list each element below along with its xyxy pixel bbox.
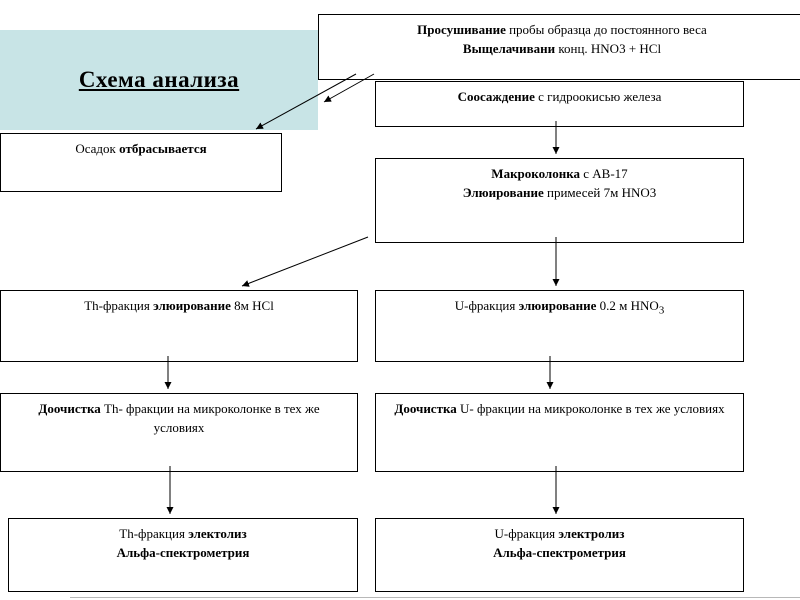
coprecipitation-bold: Соосаждение [457, 89, 535, 104]
sediment-discarded-box [0, 133, 282, 192]
macrocolumn-box [375, 158, 744, 243]
u-purification-bold: Доочистка [394, 401, 457, 416]
u-fraction-box [375, 290, 744, 362]
th-fraction-box [0, 290, 358, 362]
th-spectrometry-line [11, 543, 355, 562]
th-purification-rest: Th- фракции на микроколонке в тех же условиях [100, 401, 320, 435]
th-fraction-pre: Th-фракция [84, 298, 154, 313]
th-electrolysis-bold: электолиз [188, 526, 247, 541]
th-purification-line [27, 399, 332, 437]
u-fraction-bold: элюирование [518, 298, 597, 313]
leaching-line [321, 39, 800, 58]
bottom-edge-line [70, 597, 800, 598]
arrow-macrocolumn-to-th-fraction [242, 237, 368, 286]
th-fraction-post: 8м HCl [230, 298, 274, 313]
slide-title: Схема анализа [78, 67, 240, 92]
u-electrolysis-pre: U-фракция [494, 526, 559, 541]
coprecipitation-rest: с гидроокисью железа [534, 89, 662, 104]
u-electrolysis-line [378, 524, 741, 543]
slide-title-block [0, 30, 318, 130]
macrocolumn-line [378, 164, 741, 183]
th-electrolysis-pre: Th-фракция [119, 526, 189, 541]
th-electrolysis-line [11, 524, 355, 543]
th-electrolysis-box [8, 518, 358, 592]
macrocolumn-rest: с АВ-17 [580, 166, 628, 181]
u-purification-box [375, 393, 744, 472]
th-spectrometry-bold: Альфа-спектрометрия [116, 545, 250, 560]
coprecipitation-box [375, 81, 744, 127]
sediment-rest: Осадок [75, 141, 120, 156]
drying-line-bold: Просушивание [417, 22, 506, 37]
drying-leaching-box [318, 14, 800, 80]
coprecipitation-line [378, 87, 741, 106]
u-electrolysis-box [375, 518, 744, 592]
sediment-line [3, 139, 279, 158]
u-spectrometry-bold: Альфа-спектрометрия [493, 545, 626, 560]
u-purification-rest: U- фракции на микроколонке в тех же условиях [456, 401, 725, 416]
leaching-line-rest: конц. HNO3 + HCl [555, 41, 662, 56]
u-purification-line [378, 399, 741, 418]
u-fraction-line [378, 296, 741, 321]
u-fraction-post: 0.2 м HNO [596, 298, 659, 313]
th-fraction-bold: элюирование [153, 298, 231, 313]
elution-line [378, 183, 741, 202]
th-fraction-line [3, 296, 355, 315]
u-electrolysis-bold: электролиз [558, 526, 625, 541]
elution-rest: примесей 7м HNO3 [543, 185, 657, 200]
th-purification-bold: Доочистка [38, 401, 101, 416]
drying-line-rest: пробы образца до постоянного веса [505, 22, 707, 37]
u-fraction-pre: U-фракция [454, 298, 519, 313]
drying-line [321, 20, 800, 39]
elution-bold: Элюирование [462, 185, 544, 200]
u-fraction-subscript: 3 [658, 304, 665, 317]
sediment-bold: отбрасывается [119, 141, 207, 156]
macrocolumn-bold: Макроколонка [491, 166, 581, 181]
u-spectrometry-line [378, 543, 741, 562]
th-purification-box [0, 393, 358, 472]
leaching-line-bold: Выщелачивани [462, 41, 556, 56]
